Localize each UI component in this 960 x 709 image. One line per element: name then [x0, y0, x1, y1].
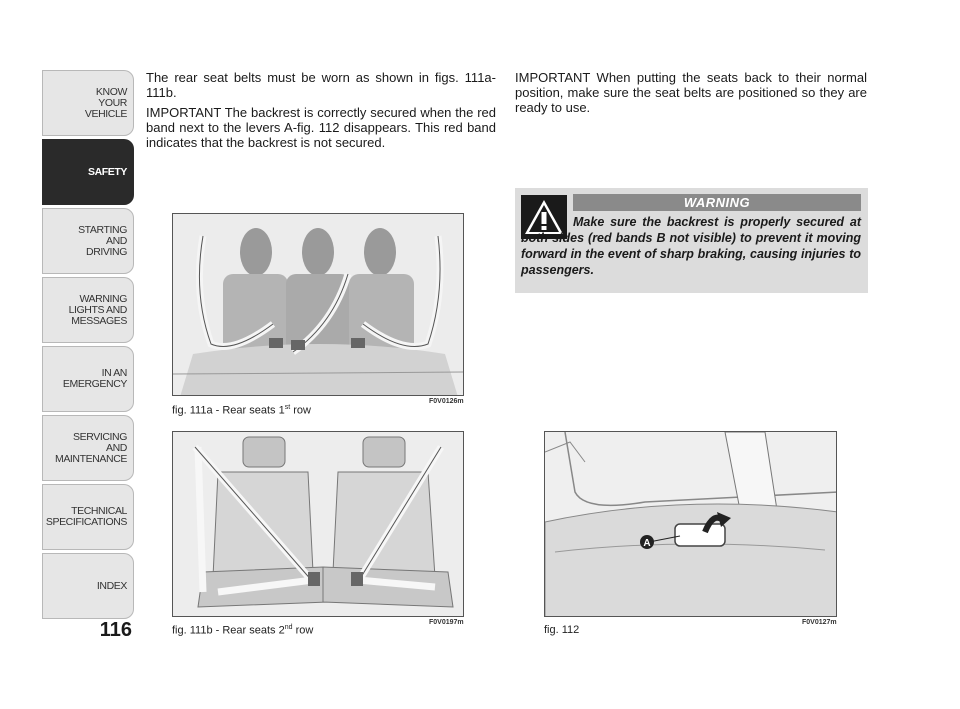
right-column-text	[515, 70, 867, 115]
figure-code: F0V0197m	[429, 619, 464, 626]
figure-111a-caption: fig. 111a - Rear seats 1st row	[172, 404, 311, 417]
figure-code: F0V0126m	[429, 398, 464, 405]
figure-111a-illustration	[172, 213, 464, 396]
warning-title: WARNING	[573, 194, 861, 211]
figure-111b-illustration	[172, 431, 464, 617]
tab-index[interactable]: INDEX	[42, 553, 134, 619]
tab-warning-lights[interactable]: WARNING LIGHTS AND MESSAGES	[42, 277, 134, 343]
paragraph: IMPORTANT When putting the seats back to their normal position, make sure the seat belts are positioned so they are ready to use.	[515, 70, 867, 115]
tab-safety[interactable]: SAFETY	[42, 139, 134, 205]
tab-starting-and-driving[interactable]: STARTING AND DRIVING	[42, 208, 134, 274]
callout-label-a: A	[643, 538, 651, 549]
tab-in-an-emergency[interactable]: IN AN EMERGENCY	[42, 346, 134, 412]
tab-technical-specifications[interactable]: TECHNICAL SPECIFICATIONS	[42, 484, 134, 550]
tab-servicing[interactable]: SERVICING AND MAINTENANCE	[42, 415, 134, 481]
warning-box	[515, 188, 868, 293]
figure-112-caption: fig. 112	[544, 624, 580, 636]
figure-111b-caption: fig. 111b - Rear seats 2nd row	[172, 624, 314, 637]
paragraph: IMPORTANT The backrest is correctly secured when the red band next to the levers A-fig. 112 disappears. This red band indicates that the backrest is not secured.	[146, 105, 496, 150]
page-number: 116	[99, 619, 132, 641]
warning-text: Make sure the backrest is properly secured at both sides (red bands B not visible) to prevent it moving forward in the event of sharp braking, causing injuries to passengers.	[521, 215, 861, 277]
figure-code: F0V0127m	[802, 619, 837, 626]
paragraph: The rear seat belts must be worn as shown in figs. 111a-111b.	[146, 70, 496, 100]
left-column-text	[146, 70, 496, 155]
figure-112-illustration	[544, 431, 837, 617]
tab-know-your-vehicle[interactable]: KNOW YOUR VEHICLE	[42, 70, 134, 136]
